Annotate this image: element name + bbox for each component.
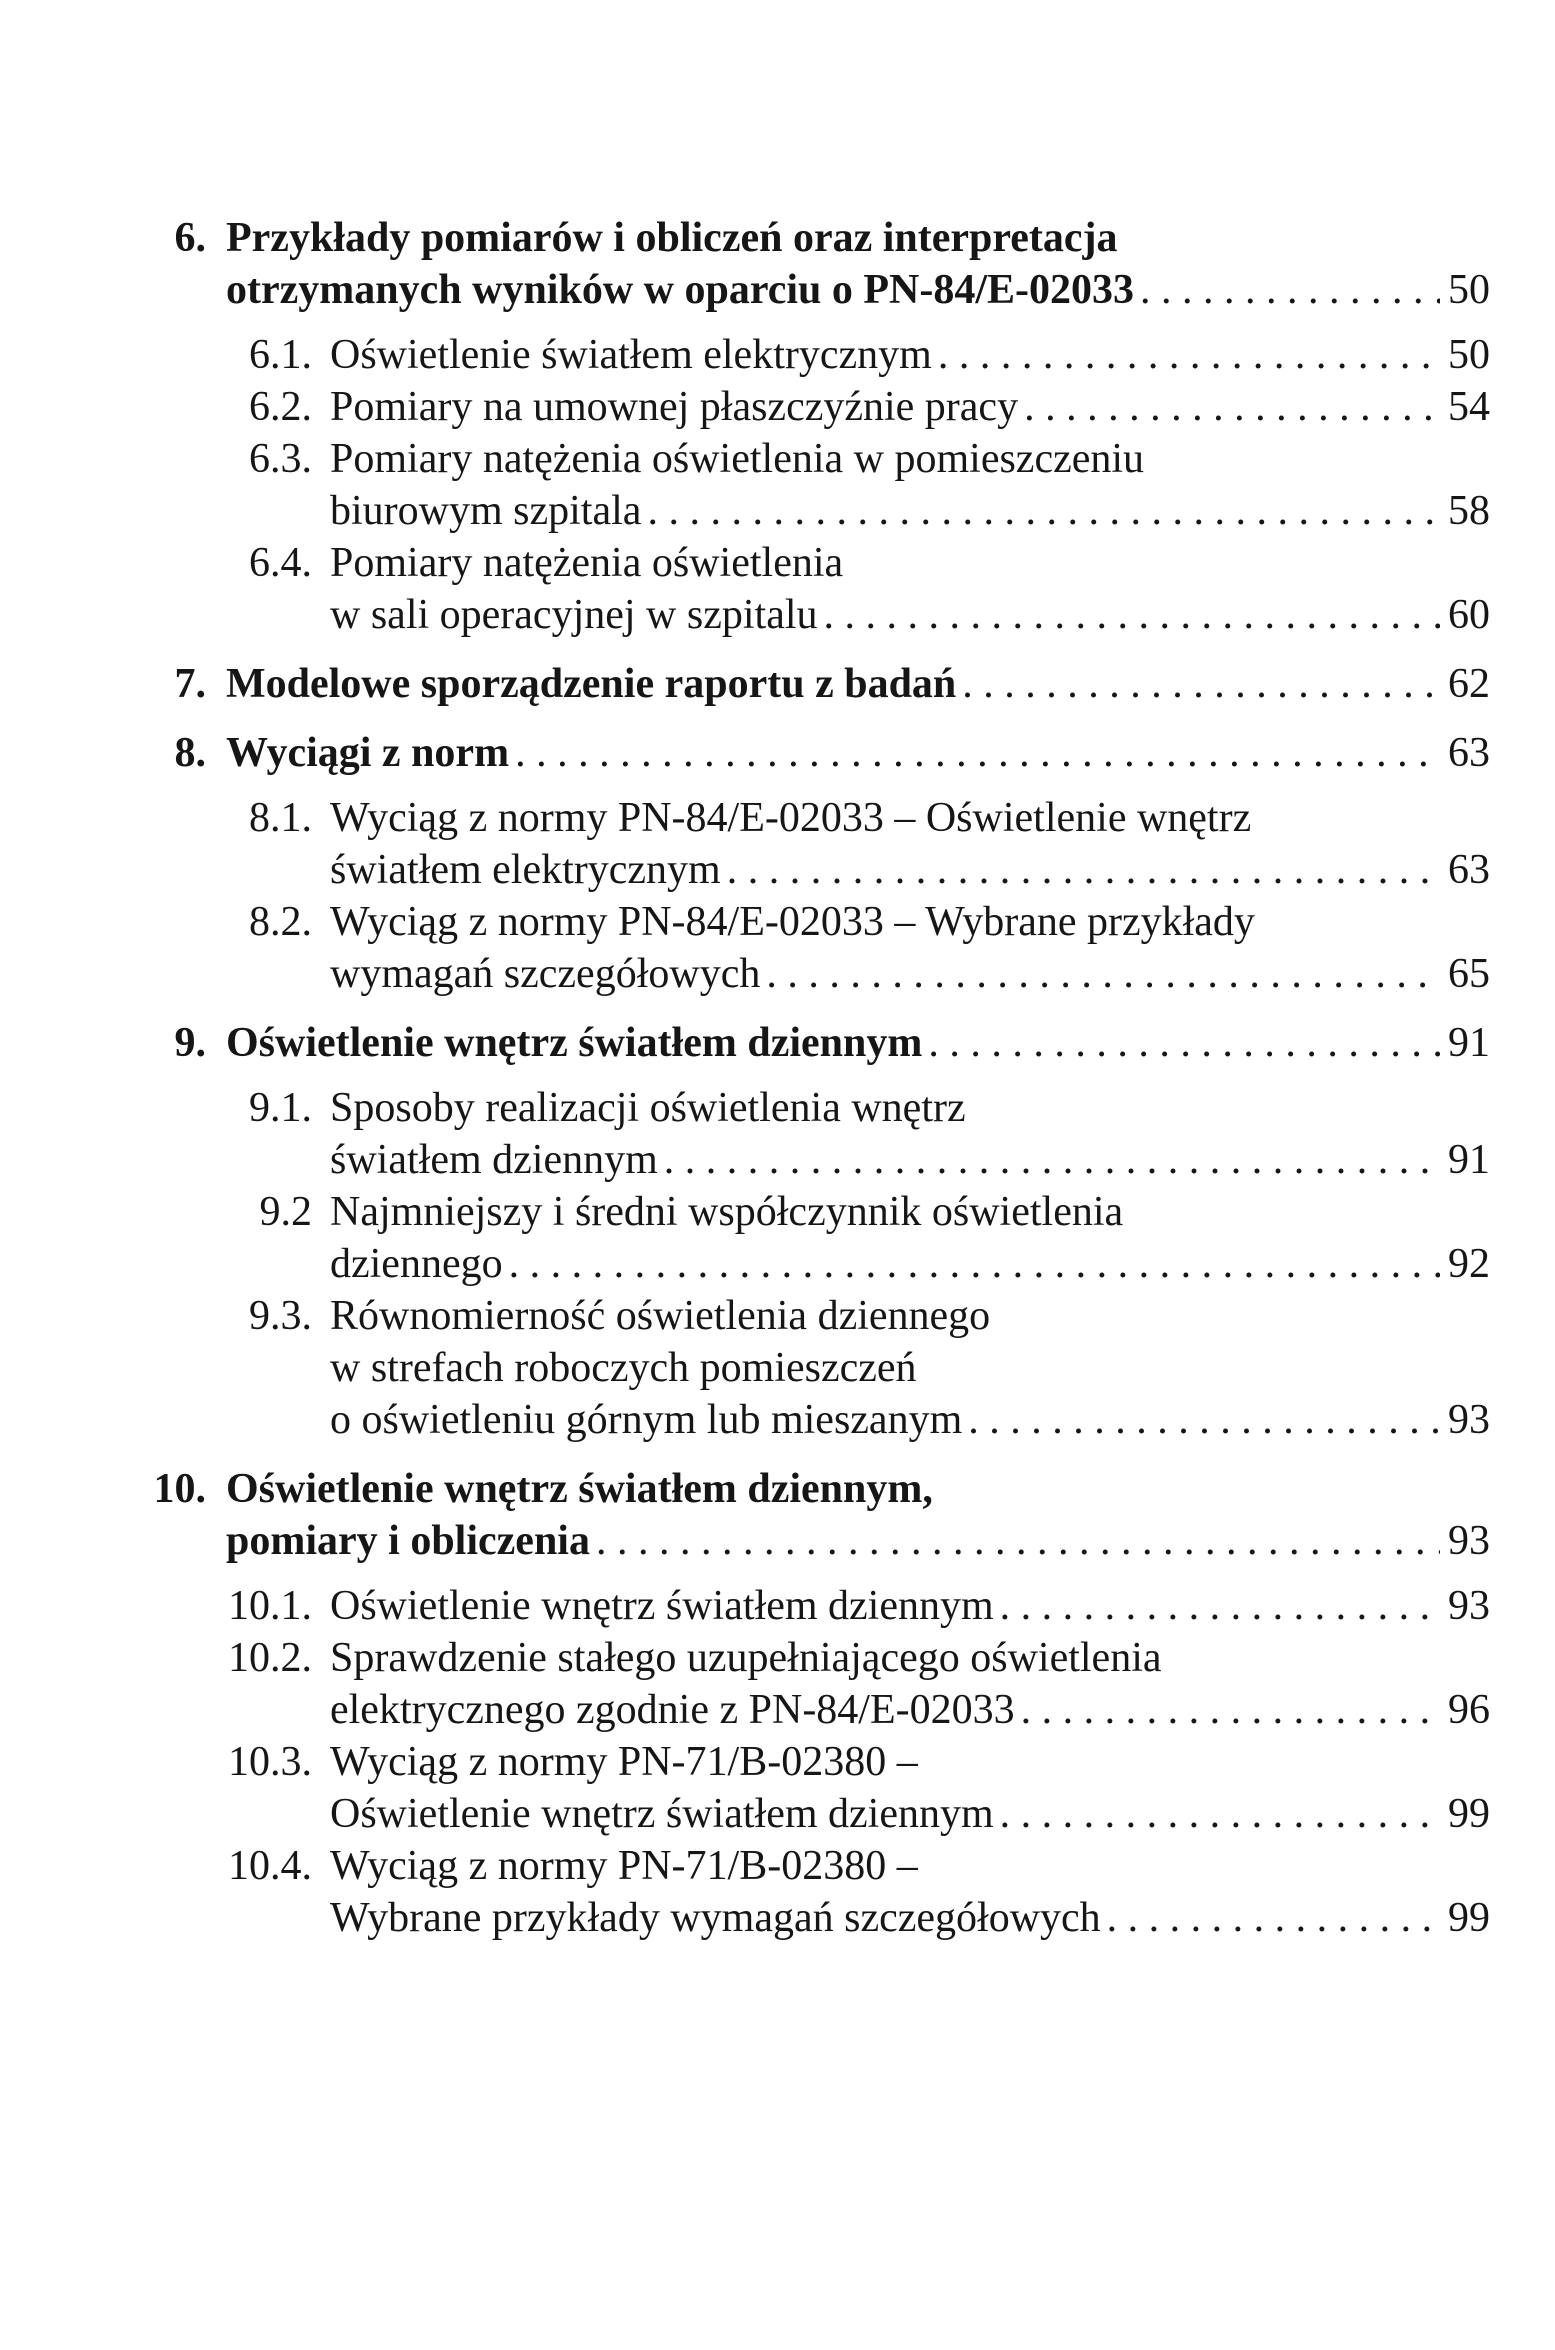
toc-entry-number: 6.2. <box>249 384 312 430</box>
toc-entry-body <box>226 1463 1490 1567</box>
toc-entry-body <box>330 1840 1490 1944</box>
toc-entry-last-line <box>330 1684 1490 1736</box>
toc-entry-number: 6. <box>174 215 206 261</box>
toc-entry-number: 6.4. <box>249 540 312 586</box>
toc-entry-number: 8. <box>174 730 206 776</box>
toc-chapter <box>150 1017 1490 1069</box>
toc-entry-title-line: w sali operacyjnej w szpitalu <box>330 592 818 638</box>
toc-section <box>150 1082 1490 1186</box>
toc-entry-last-line <box>330 948 1490 1000</box>
toc-page-number: 60 <box>1448 592 1490 638</box>
toc-page-number: 91 <box>1448 1020 1490 1066</box>
toc-section <box>150 1290 1490 1446</box>
toc-entry-last-line <box>226 1017 1490 1069</box>
toc-entry-body <box>226 658 1490 710</box>
toc-entry-last-line <box>330 589 1490 641</box>
toc-entry-title-line: Wyciąg z normy PN-71/B-02380 – <box>330 1843 918 1889</box>
toc-entry-last-line <box>330 844 1490 896</box>
toc-entry-title-line: Oświetlenie wnętrz światłem dziennym <box>330 1583 994 1629</box>
toc-entry-last-line <box>330 381 1490 433</box>
toc-entry-body <box>226 1017 1490 1069</box>
toc-entry-title-line: Równomierność oświetlenia dziennego <box>330 1293 991 1339</box>
toc-entry-title-line: pomiary i obliczenia <box>226 1518 590 1564</box>
toc-entry-body <box>330 1290 1490 1446</box>
toc-entry-title-line: światłem elektrycznym <box>330 847 721 893</box>
toc-entry-last-line <box>226 264 1490 316</box>
toc-entry-number: 10.4. <box>228 1843 312 1889</box>
dot-leader <box>658 1134 1440 1186</box>
dot-leader <box>994 1788 1440 1840</box>
toc-entry-body <box>330 792 1490 896</box>
toc-entry-body <box>330 1580 1490 1632</box>
toc-entry-last-line <box>330 1238 1490 1290</box>
toc-entry-number: 10. <box>153 1466 206 1512</box>
dot-leader <box>1101 1892 1440 1944</box>
toc-entry-last-line <box>226 1515 1490 1567</box>
toc-entry-body <box>330 381 1490 433</box>
toc-entry-last-line <box>330 329 1490 381</box>
toc-section <box>150 792 1490 896</box>
toc-entry-title-line: Wyciąg z normy PN-84/E-02033 – Wybrane przykłady <box>330 899 1255 945</box>
toc-chapter <box>150 658 1490 710</box>
toc-page-number: 50 <box>1448 332 1490 378</box>
toc-section <box>150 1632 1490 1736</box>
dot-leader <box>994 1580 1440 1632</box>
toc-page-number: 91 <box>1448 1137 1490 1183</box>
toc-entry-title-line: Wyciąg z normy PN-84/E-02033 – Oświetlenie wnętrz <box>330 795 1252 841</box>
toc-entry-title-line: Pomiary na umownej płaszczyźnie pracy <box>330 384 1019 430</box>
toc-page-number: 99 <box>1448 1895 1490 1941</box>
toc-entry-number: 10.2. <box>228 1635 312 1681</box>
toc-entry-last-line <box>330 485 1490 537</box>
toc-entry-body <box>226 212 1490 316</box>
toc-page-number: 93 <box>1448 1583 1490 1629</box>
toc-page-number: 63 <box>1448 730 1490 776</box>
toc-entry-title-line: elektrycznego zgodnie z PN-84/E-02033 <box>330 1687 1015 1733</box>
dot-leader <box>1134 264 1440 316</box>
toc-section <box>150 1840 1490 1944</box>
toc-entry-last-line <box>330 1134 1490 1186</box>
toc-entry-title-line: Oświetlenie światłem elektrycznym <box>330 332 932 378</box>
toc-chapter <box>150 212 1490 316</box>
toc-entry-body <box>330 537 1490 641</box>
toc-entry-body <box>330 1082 1490 1186</box>
toc-page-number: 93 <box>1448 1397 1490 1443</box>
toc-entry-number: 9.1. <box>249 1085 312 1131</box>
toc-entry-title-line: Pomiary natężenia oświetlenia <box>330 540 844 586</box>
toc-entry-last-line <box>330 1892 1490 1944</box>
toc-section <box>150 381 1490 433</box>
toc-entry-title-line: Pomiary natężenia oświetlenia w pomieszczeniu <box>330 436 1145 482</box>
dot-leader <box>760 948 1440 1000</box>
table-of-contents <box>150 212 1490 1944</box>
dot-leader <box>509 727 1440 779</box>
dot-leader <box>956 658 1440 710</box>
toc-page-number: 50 <box>1448 267 1490 313</box>
toc-section <box>150 1186 1490 1290</box>
toc-entry-number: 9. <box>174 1020 206 1066</box>
toc-page-number: 54 <box>1448 384 1490 430</box>
toc-section <box>150 1580 1490 1632</box>
toc-entry-last-line <box>330 1788 1490 1840</box>
toc-page-number: 65 <box>1448 951 1490 997</box>
toc-page-number: 93 <box>1448 1518 1490 1564</box>
toc-entry-body <box>226 727 1490 779</box>
toc-entry-body <box>330 896 1490 1000</box>
toc-entry-number: 9.3. <box>249 1293 312 1339</box>
toc-entry-body <box>330 433 1490 537</box>
toc-entry-number: 6.3. <box>249 436 312 482</box>
toc-entry-title-line: Najmniejszy i średni współczynnik oświetlenia <box>330 1189 1124 1235</box>
dot-leader <box>641 485 1440 537</box>
toc-entry-number: 6.1. <box>249 332 312 378</box>
toc-entry-title-line: Oświetlenie wnętrz światłem dziennym <box>330 1791 994 1837</box>
toc-section <box>150 433 1490 537</box>
toc-entry-number: 8.1. <box>249 795 312 841</box>
toc-entry-title-line: wymagań szczegółowych <box>330 951 761 997</box>
toc-entry-body <box>330 1632 1490 1736</box>
dot-leader <box>932 329 1440 381</box>
dot-leader <box>590 1515 1440 1567</box>
toc-entry-title-line: światłem dziennym <box>330 1137 658 1183</box>
toc-entry-body <box>330 1186 1490 1290</box>
toc-entry-title-line: o oświetleniu górnym lub mieszanym <box>330 1397 963 1443</box>
toc-entry-title-line: otrzymanych wyników w oparciu o PN-84/E-02033 <box>226 267 1135 313</box>
toc-entry-title-line: Przykłady pomiarów i obliczeń oraz interpretacja <box>226 215 1118 261</box>
toc-entry-last-line <box>226 658 1490 710</box>
toc-section <box>150 329 1490 381</box>
toc-entry-last-line <box>226 727 1490 779</box>
toc-entry-last-line <box>330 1580 1490 1632</box>
toc-entry-title-line: Oświetlenie wnętrz światłem dziennym <box>226 1020 923 1066</box>
dot-leader <box>962 1394 1440 1446</box>
toc-page-number: 58 <box>1448 488 1490 534</box>
toc-chapter <box>150 727 1490 779</box>
toc-entry-number: 7. <box>174 661 206 707</box>
toc-page-number: 62 <box>1448 661 1490 707</box>
toc-entry-title-line: w strefach roboczych pomieszczeń <box>330 1345 917 1391</box>
toc-entry-number: 10.1. <box>228 1583 312 1629</box>
toc-page-number: 63 <box>1448 847 1490 893</box>
toc-entry-title-line: Oświetlenie wnętrz światłem dziennym, <box>226 1466 933 1512</box>
toc-entry-number: 8.2. <box>249 899 312 945</box>
toc-entry-number: 10.3. <box>228 1739 312 1785</box>
dot-leader <box>1018 381 1440 433</box>
dot-leader <box>1015 1684 1440 1736</box>
toc-entry-title-line: Wybrane przykłady wymagań szczegółowych <box>330 1895 1101 1941</box>
toc-entry-title-line: Modelowe sporządzenie raportu z badań <box>226 661 957 707</box>
toc-chapter <box>150 1463 1490 1567</box>
toc-entry-title-line: Sposoby realizacji oświetlenia wnętrz <box>330 1085 966 1131</box>
toc-entry-title-line: dziennego <box>330 1241 503 1287</box>
dot-leader <box>922 1017 1440 1069</box>
toc-entry-body <box>330 329 1490 381</box>
toc-entry-title-line: Sprawdzenie stałego uzupełniającego oświetlenia <box>330 1635 1162 1681</box>
toc-page-number: 96 <box>1448 1687 1490 1733</box>
toc-page-number: 92 <box>1448 1241 1490 1287</box>
dot-leader <box>818 589 1440 641</box>
toc-page-number: 99 <box>1448 1791 1490 1837</box>
toc-section <box>150 537 1490 641</box>
toc-entry-title-line: Wyciąg z normy PN-71/B-02380 – <box>330 1739 918 1785</box>
toc-section <box>150 896 1490 1000</box>
toc-entry-last-line <box>330 1394 1490 1446</box>
toc-entry-title-line: biurowym szpitala <box>330 488 642 534</box>
toc-section <box>150 1736 1490 1840</box>
toc-entry-number: 9.2 <box>259 1189 312 1235</box>
toc-entry-title-line: Wyciągi z norm <box>226 730 510 776</box>
dot-leader <box>721 844 1440 896</box>
dot-leader <box>503 1238 1440 1290</box>
toc-entry-body <box>330 1736 1490 1840</box>
